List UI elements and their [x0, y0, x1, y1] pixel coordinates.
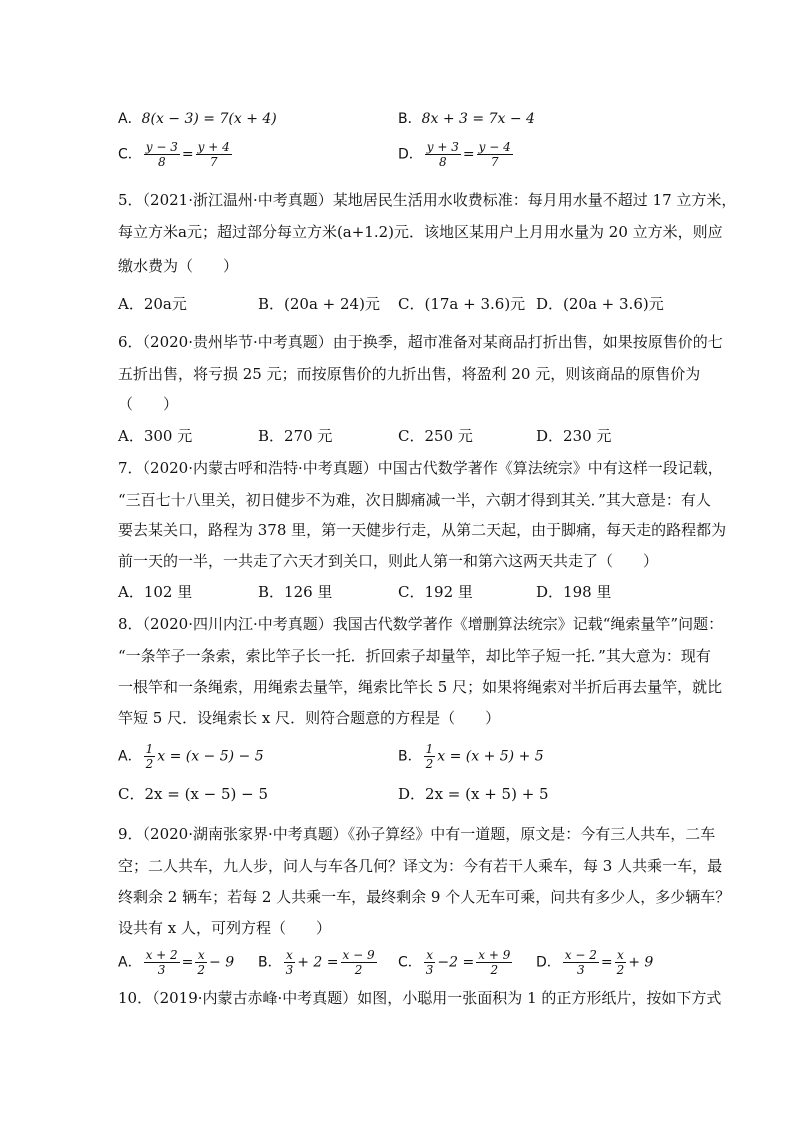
q9-option-a-fraction-2	[195, 948, 207, 977]
q6-option-c[interactable]: C．250 元	[398, 427, 473, 445]
q9-option-c-fraction-1	[424, 948, 436, 977]
q7-stem-line-2: “三百七十八里关，初日健步不为难，次日脚痛减一半，六朝才得到其关．”其大意是：有人	[118, 491, 711, 509]
q8-stem-line-4: 竿短 5 尺．设绳索长 x 尺．则符合题意的方程是（ ）	[118, 709, 501, 727]
q9-option-d-tail: + 9	[628, 954, 654, 971]
q4-option-a[interactable]	[118, 108, 277, 129]
fraction-numerator: x	[424, 948, 436, 963]
q7-option-d[interactable]: D．198 里	[536, 583, 612, 601]
q8-option-b-rest: x = (x + 5) + 5	[437, 748, 544, 765]
q9-option-a[interactable]	[118, 948, 234, 977]
q4-option-d-label: D．	[398, 146, 423, 163]
fraction-denominator: 3	[425, 963, 434, 977]
equals-sign: =	[181, 954, 194, 971]
q9-option-c-label: C．	[398, 954, 422, 971]
q4-option-c-label: C．	[118, 146, 142, 163]
q9-option-a-fraction-1	[144, 948, 180, 977]
fraction-numerator: y + 3	[426, 140, 459, 154]
q6-stem-line-1: 6．（2020·贵州毕节·中考真题）由于换季，超市准备对某商品打折出售，如果按原售价的七	[118, 333, 723, 351]
equals-sign: =	[181, 146, 194, 163]
fraction-numerator: x	[284, 948, 296, 963]
q4-option-c-left-fraction	[144, 140, 180, 169]
q5-option-d[interactable]: D．(20a + 3.6)元	[536, 295, 664, 313]
q6-option-a[interactable]: A．300 元	[118, 427, 193, 445]
fraction-denominator: 3	[285, 963, 294, 977]
q9-option-d-fraction-2	[615, 948, 627, 977]
q8-stem-line-1: 8．（2020·四川内江·中考真题）我国古代数学著作《增删算法统宗》记载“绳索量竿”问题：	[118, 615, 724, 633]
q6-option-d[interactable]: D．230 元	[536, 427, 612, 445]
q9-option-d-fraction-1	[563, 948, 599, 977]
fraction-numerator: y + 4	[197, 140, 230, 154]
q9-option-c[interactable]	[398, 948, 514, 977]
q4-option-b-text: 8x + 3 = 7x − 4	[421, 111, 535, 127]
fraction-numerator: 1	[425, 742, 434, 756]
fraction-numerator: x	[195, 948, 207, 963]
fraction-numerator: 1	[145, 742, 154, 756]
q8-option-c[interactable]: C．2x = (x − 5) − 5	[118, 785, 269, 803]
q5-stem-line-3: 缴水费为（ ）	[118, 257, 239, 275]
q9-option-d[interactable]	[536, 948, 653, 977]
q8-option-d[interactable]: D．2x = (x + 5) + 5	[398, 785, 549, 803]
q9-option-d-label: D．	[536, 954, 561, 971]
fraction-denominator: 2	[354, 963, 363, 977]
fraction-numerator: x − 2	[564, 948, 597, 962]
q7-option-a[interactable]: A．102 里	[118, 583, 193, 601]
q4-option-d[interactable]	[398, 140, 515, 169]
fraction-numerator: x − 9	[342, 948, 375, 962]
fraction-numerator: y − 4	[478, 140, 511, 154]
fraction-denominator: 7	[209, 155, 218, 169]
q8-option-a-fraction	[144, 742, 156, 771]
fraction-numerator: x + 2	[145, 948, 178, 962]
fraction-denominator: 2	[425, 757, 434, 771]
q6-stem-line-2: 五折出售，将亏损 25 元；而按原售价的九折出售，将盈利 20 元，则该商品的原售价为	[118, 365, 701, 383]
q9-option-b-fraction-1	[284, 948, 296, 977]
fraction-numerator: y − 3	[145, 140, 178, 154]
fraction-denominator: 3	[577, 963, 585, 977]
q9-option-b-fraction-2	[341, 948, 377, 977]
q6-stem-line-3: （ ）	[118, 395, 179, 413]
q8-stem-line-2: “一条竿子一条索，索比竿子长一托．折回索子却量竿，却比竿子短一托．”其大意为：现有	[118, 647, 711, 665]
q9-option-a-label: A．	[118, 954, 142, 971]
equals-sign: =	[462, 146, 475, 163]
q9-option-b-mid: + 2 =	[297, 954, 339, 971]
q10-stem-line-1: 10．（2019·内蒙古赤峰·中考真题）如图，小聪用一张面积为 1 的正方形纸片，按如下方式	[118, 989, 722, 1007]
q4-option-b[interactable]	[398, 108, 535, 129]
q5-stem-line-2: 每立方米a元；超过部分每立方米(a+1.2)元．该地区某用户上月用水量为 20 立方米，则应	[118, 223, 723, 241]
q4-option-a-label: A．	[118, 111, 142, 127]
q7-option-c[interactable]: C．192 里	[398, 583, 473, 601]
q5-option-a[interactable]: A．20a元	[118, 295, 187, 313]
q8-option-b-fraction	[424, 742, 436, 771]
q5-option-b[interactable]: B．(20a + 24)元	[258, 295, 380, 313]
q9-stem-line-4: 设共有 x 人，可列方程（ ）	[118, 919, 331, 937]
q9-option-b[interactable]	[258, 948, 379, 977]
fraction-denominator: 8	[158, 155, 166, 169]
fraction-denominator: 3	[157, 963, 166, 977]
q5-option-c[interactable]: C．(17a + 3.6)元	[398, 295, 526, 313]
q9-option-b-label: B．	[258, 954, 282, 971]
fraction-denominator: 2	[145, 757, 154, 771]
q7-stem-line-4: 前一天的一半，一共走了六天才到关口，则此人第一和第六这两天共走了（ ）	[118, 552, 659, 570]
q8-option-a-rest: x = (x − 5) − 5	[157, 748, 264, 765]
q4-option-c-right-fraction	[196, 140, 232, 169]
q6-option-b[interactable]: B．270 元	[258, 427, 333, 445]
q8-option-b-label: B．	[398, 748, 422, 765]
q4-option-c[interactable]	[118, 140, 234, 169]
fraction-numerator: x	[615, 948, 627, 963]
q4-option-a-text: 8(x − 3) = 7(x + 4)	[141, 111, 277, 127]
q8-option-a[interactable]	[118, 742, 264, 771]
q9-option-a-tail: − 9	[209, 954, 235, 971]
q7-stem-line-3: 要去某关口，路程为 378 里，第一天健步行走，从第二天起，由于脚痛，每天走的路程都为	[118, 521, 727, 539]
q4-option-d-right-fraction	[477, 140, 513, 169]
fraction-numerator: x + 9	[478, 948, 511, 962]
q8-option-b[interactable]	[398, 742, 544, 771]
q9-stem-line-1: 9．（2020·湖南张家界·中考真题）《孙子算经》中有一道题，原文是：今有三人共车，二车	[118, 825, 716, 843]
q9-option-c-fraction-2	[476, 948, 512, 977]
q7-option-b[interactable]: B．126 里	[258, 583, 333, 601]
q9-stem-line-2: 空；二人共车，九人步，问人与车各几何？译文为：今有若干人乘车，每 3 人共乘一车，最	[118, 857, 723, 875]
q8-option-a-label: A．	[118, 748, 142, 765]
equals-sign: =	[600, 954, 613, 971]
fraction-denominator: 2	[616, 963, 625, 977]
q9-stem-line-3: 终剩余 2 辆车；若每 2 人共乘一车，最终剩余 9 个人无车可乘，问共有多少人，多少辆车？	[118, 888, 731, 906]
q4-option-b-label: B．	[398, 111, 422, 127]
fraction-denominator: 2	[197, 963, 206, 977]
q9-option-c-mid: −2 =	[437, 954, 475, 971]
q7-stem-line-1: 7．（2020·内蒙古呼和浩特·中考真题）中国古代数学著作《算法统宗》中有这样一段记载，	[118, 459, 723, 477]
fraction-denominator: 7	[490, 155, 499, 169]
fraction-denominator: 8	[439, 155, 447, 169]
q5-stem-line-1: 5．（2021·浙江温州·中考真题）某地居民生活用水收费标准：每月用水量不超过 17 立方米，	[118, 191, 737, 209]
q4-option-d-left-fraction	[425, 140, 461, 169]
q8-stem-line-3: 一根竿和一条绳索，用绳索去量竿，绳索比竿长 5 尺；如果将绳索对半折后再去量竿，就比	[118, 678, 723, 696]
fraction-denominator: 2	[490, 963, 499, 977]
